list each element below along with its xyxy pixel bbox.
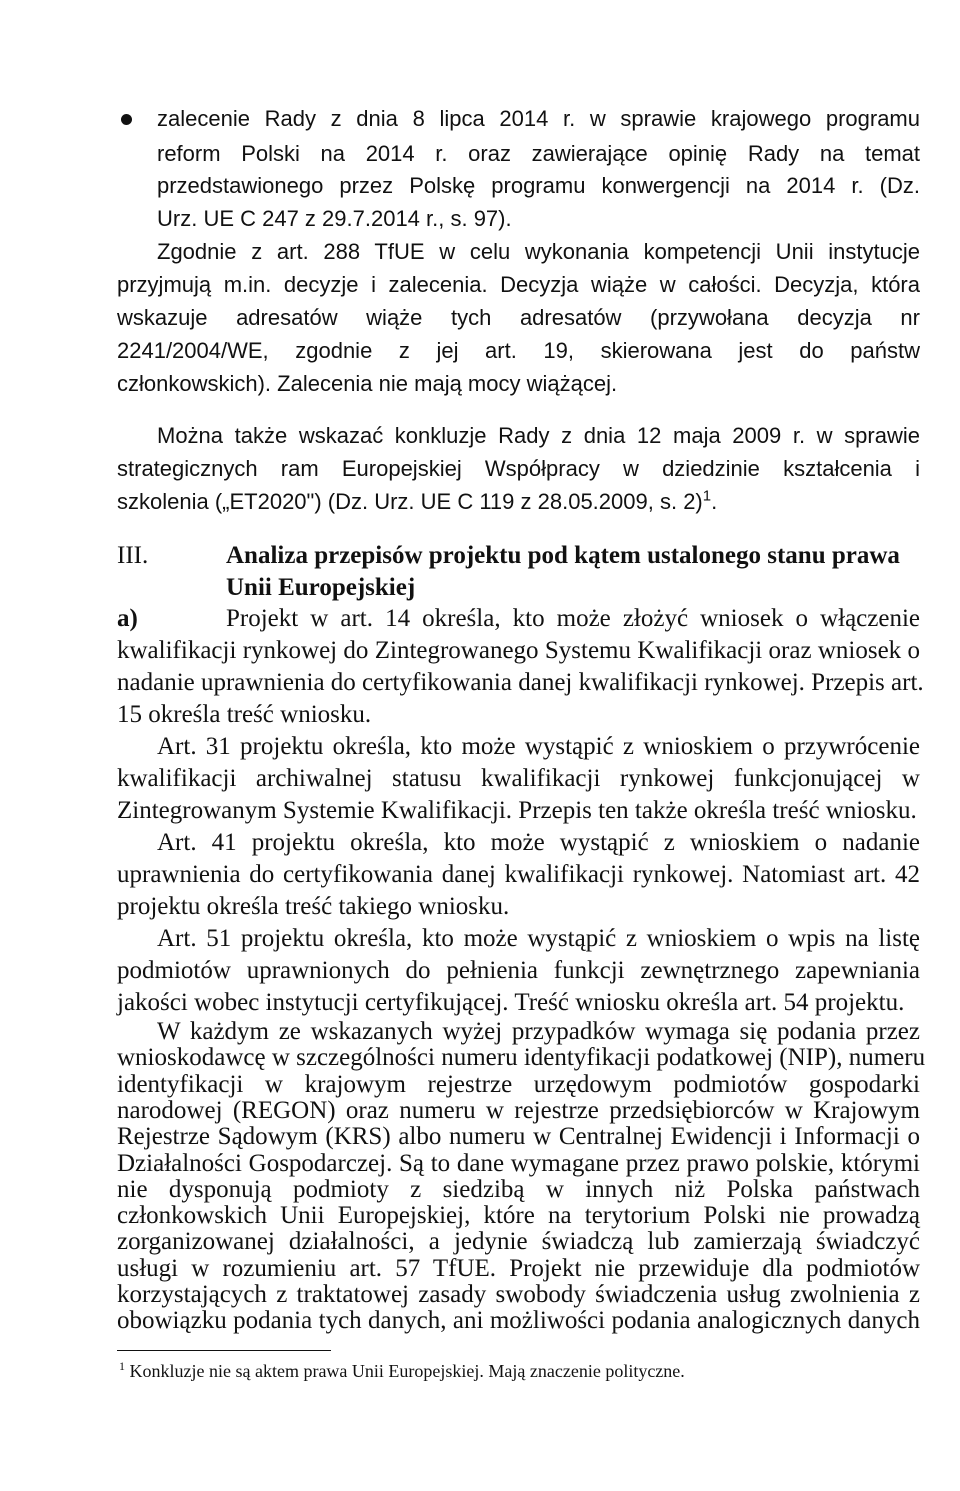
bullet-line: Urz. UE C 247 z 29.7.2014 r., s. 97). <box>157 206 512 231</box>
paragraph-line: członkowskich). Zalecenia nie mają mocy wiążącej. <box>117 371 618 396</box>
paragraph-line: Działalności Gospodarczej. Są to dane wymagane przez prawo polskie, którymi <box>117 1149 920 1177</box>
bullet-line: przedstawionego przez Polskę programu konwergencji na 2014 r. (Dz. <box>157 173 920 198</box>
subsection-label: a) <box>117 605 138 632</box>
paragraph-line: strategicznych ram Europejskiej Współpracy w dziedzinie kształcenia i <box>117 456 920 481</box>
footnote-text: Konkluzje nie są aktem prawa Unii Europejskiej. Mają znaczenie polityczne. <box>129 1361 685 1381</box>
section-title-line: Unii Europejskiej <box>226 574 416 601</box>
footnote-separator <box>117 1350 331 1351</box>
bullet-line: reform Polski na 2014 r. oraz zawierające opinię Rady na temat <box>157 141 920 166</box>
paragraph-line: usługi w rozumieniu art. 57 TfUE. Projekt nie przewiduje dla podmiotów <box>117 1254 920 1282</box>
paragraph-line: kwalifikacji archiwalnej statusu kwalifikacji rynkowej funkcjonującej w <box>117 765 920 792</box>
paragraph-line: nie dysponują podmioty z siedzibą w innych niż Polska państwach <box>117 1175 920 1203</box>
section-number: III. <box>117 542 149 569</box>
bullet-line: zalecenie Rady z dnia 8 lipca 2014 r. w sprawie krajowego programu <box>157 106 920 131</box>
footnote-number: 1 <box>119 1359 125 1373</box>
footnote <box>119 1360 685 1382</box>
paragraph-line: Art. 51 projektu określa, kto może wystąpić z wnioskiem o wpis na listę <box>157 925 920 952</box>
bullet-icon <box>121 114 132 125</box>
paragraph-line: podmiotów uprawnionych do pełnienia funkcji zewnętrznego zapewniania <box>117 957 920 984</box>
paragraph-line: wnioskodawcę w szczególności numeru identyfikacji podatkowej (NIP), numeru <box>117 1044 926 1072</box>
paragraph-line: identyfikacji w krajowym rejestrze urzędowym podmiotów gospodarki <box>117 1070 920 1098</box>
paragraph-line: Zgodnie z art. 288 TfUE w celu wykonania kompetencji Unii instytucje <box>157 239 920 264</box>
paragraph-line: jakości wobec instytucji certyfikującej. Treść wniosku określa art. 54 projektu. <box>117 989 905 1016</box>
paragraph-line: Rejestrze Sądowym (KRS) albo numeru w Centralnej Ewidencji i Informacji o <box>117 1123 920 1151</box>
paragraph-line: korzystających z traktatowej zasady swobody świadczenia usług zwolnienia z <box>117 1281 920 1308</box>
paragraph-line: Projekt w art. 14 określa, kto może złożyć wniosek o włączenie <box>226 605 920 632</box>
paragraph-line: członkowskich Unii Europejskiej, które na terytorium Polski nie prowadzą <box>117 1202 920 1230</box>
paragraph-line: obowiązku podania tych danych, ani możliwości podania analogicznych danych <box>117 1307 920 1335</box>
paragraph-line: zorganizowanej działalności, a jedynie świadczą lub zamierzają świadczyć <box>117 1228 920 1256</box>
paragraph-line: Zintegrowanym Systemie Kwalifikacji. Przepis ten także określa treść wniosku. <box>117 797 917 824</box>
paragraph-line: nadanie uprawnienia do certyfikowania danej kwalifikacji rynkowej. Przepis art. <box>117 669 924 696</box>
paragraph-line: Art. 41 projektu określa, kto może wystąpić z wnioskiem o nadanie <box>157 829 920 856</box>
paragraph-line: projektu określa treść takiego wniosku. <box>117 893 510 920</box>
paragraph-line: W każdym ze wskazanych wyżej przypadków wymaga się podania przez <box>157 1018 920 1045</box>
paragraph-line <box>117 486 717 518</box>
paragraph-line: Można także wskazać konkluzje Rady z dnia 12 maja 2009 r. w sprawie <box>157 423 920 448</box>
section-title-line: Analiza przepisów projektu pod kątem ustalonego stanu prawa <box>226 542 900 569</box>
paragraph-line: uprawnienia do certyfikowania danej kwalifikacji rynkowej. Natomiast art. 42 <box>117 861 920 888</box>
conclusions-last-line-text: szkolenia („ET2020") (Dz. Urz. UE C 119 z 28.05.2009, s. 2) <box>117 489 703 514</box>
paragraph-line: 2241/2004/WE, zgodnie z jej art. 19, skierowana jest do państw <box>117 338 920 363</box>
paragraph-line: narodowej (REGON) oraz numeru w rejestrze przedsiębiorców w Krajowym <box>117 1096 920 1124</box>
paragraph-line: przyjmują m.in. decyzje i zalecenia. Decyzja wiąże w całości. Decyzja, która <box>117 272 920 297</box>
paragraph-line: 15 określa treść wniosku. <box>117 701 372 728</box>
paragraph-line: wskazuje adresatów wiąże tych adresatów (przywołana decyzja nr <box>117 305 920 330</box>
footnote-reference: 1 <box>702 487 712 505</box>
conclusions-tail: . <box>711 489 718 514</box>
paragraph-line: Art. 31 projektu określa, kto może wystąpić z wnioskiem o przywrócenie <box>157 733 920 760</box>
paragraph-line: kwalifikacji rynkowej do Zintegrowanego Systemu Kwalifikacji oraz wniosek o <box>117 637 920 664</box>
